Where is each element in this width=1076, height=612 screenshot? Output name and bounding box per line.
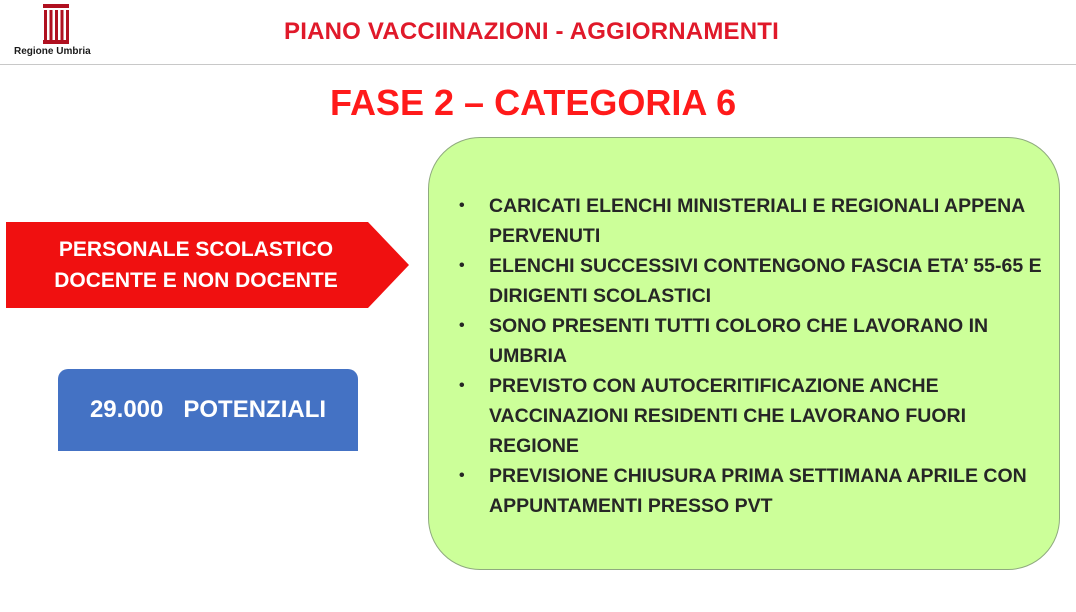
bullet-icon: • [459, 257, 465, 274]
list-item-text: SONO PRESENTI TUTTI COLORO CHE LAVORANO IN UMBRIA [489, 315, 989, 367]
list-item [459, 371, 1049, 461]
list-item [459, 311, 1049, 371]
logo-text: Regione Umbria [14, 46, 91, 57]
bullet-icon: • [459, 317, 465, 334]
list-item-text: ELENCHI SUCCESSIVI CONTENGONO FASCIA ETA’ 55-65 E DIRIGENTI SCOLASTICI [489, 255, 1042, 307]
list-item [459, 191, 1049, 251]
list-item [459, 461, 1049, 521]
category-label [12, 234, 380, 296]
details-panel [428, 137, 1060, 570]
bullet-icon: • [459, 467, 465, 484]
regione-umbria-emblem-icon [43, 4, 69, 44]
details-list [459, 191, 1049, 521]
bullet-icon: • [459, 197, 465, 214]
list-item-text: CARICATI ELENCHI MINISTERIALI E REGIONALI APPENA PERVENUTI [489, 195, 1025, 247]
slide-title: FASE 2 – CATEGORIA 6 [330, 82, 737, 123]
potential-count-box: 29.000 POTENZIALI [58, 369, 358, 451]
list-item [459, 251, 1049, 311]
header-title: PIANO VACCIINAZIONI - AGGIORNAMENTI [284, 18, 779, 45]
list-item-text: PREVISTO CON AUTOCERITIFICAZIONE ANCHE VACCINAZIONI RESIDENTI CHE LAVORANO FUORI REGIONE [489, 375, 967, 457]
category-label-line-2: DOCENTE E NON DOCENTE [54, 269, 338, 292]
bullet-icon: • [459, 377, 465, 394]
list-item-text: PREVISIONE CHIUSURA PRIMA SETTIMANA APRILE CON APPUNTAMENTI PRESSO PVT [489, 465, 1027, 517]
category-arrow [6, 222, 411, 308]
header-divider [0, 64, 1076, 65]
regione-umbria-logo [14, 4, 104, 60]
category-label-line-1: PERSONALE SCOLASTICO [58, 238, 334, 261]
